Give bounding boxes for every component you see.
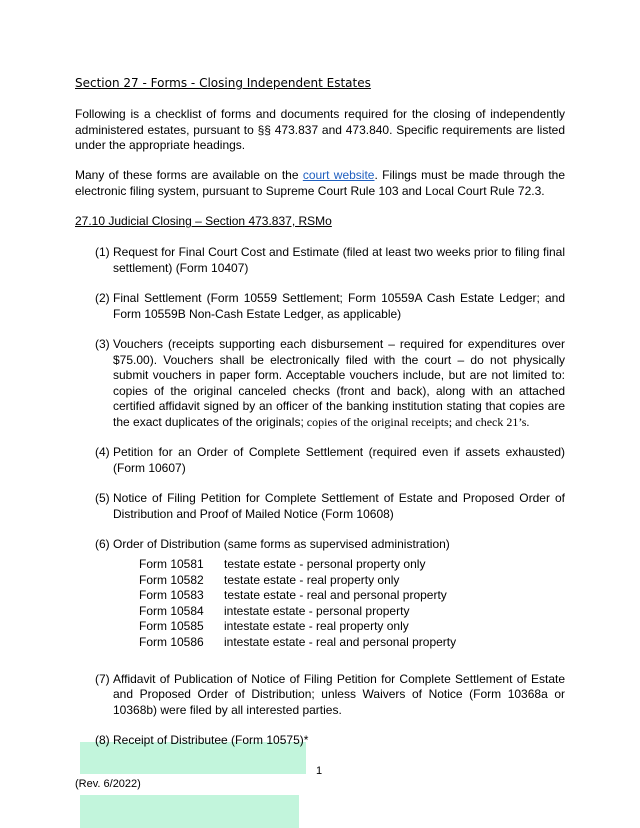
subheading-judicial-closing: 27.10 Judicial Closing – Section 473.837, RSMo [75,214,332,228]
item-number: (4) [95,445,110,459]
checklist-item-2 [95,291,565,322]
form-description: testate estate - real property only [224,572,400,587]
item-number: (2) [95,291,110,305]
page-number: 1 [316,765,323,777]
form-row [139,557,456,573]
form-description: testate estate - real and personal property [224,588,447,602]
court-website-link[interactable]: court website [302,168,375,182]
item-text: Final Settlement (Form 10559 Settlement; Form 10559A Cash Estate Ledger; and Form 10559B Non-Cash Estate Ledger, as applicable) [113,291,565,321]
form-number: Form 10585 [139,619,204,633]
item-number: (7) [95,671,110,686]
item-number: (6) [95,537,110,551]
distribution-forms-table [139,557,456,650]
item-text: Notice of Filing Petition for Complete Settlement of Estate and Proposed Order of Distribution and Proof of Mailed Notice (Form 10608) [113,491,565,521]
form-row [139,635,456,651]
availability-text-before: Many of these forms are available on the [75,168,303,182]
form-description: intestate estate - personal property [224,603,410,618]
form-number: Form 10584 [139,603,204,618]
item-text: Petition for an Order of Complete Settlement (required even if assets exhausted) (Form 10607) [113,445,565,475]
item-text: Affidavit of Publication of Notice of Filing Petition for Complete Settlement of Estate and Proposed Order of Distribution; unless Waivers of Notice (Form 10368a or 10368b) were filed by all interested parties. [113,671,565,717]
item-text [113,337,565,430]
item-number: (8) [95,733,110,747]
form-row [139,604,456,620]
form-row [139,573,456,589]
item-text: Receipt of Distributee (Form 10575)* [113,733,309,747]
highlight-block [80,795,299,828]
intro-paragraph: Following is a checklist of forms and documents required for the closing of independently administered estates, pursuant to §§ 473.837 and 473.840. Specific requirements are listed under the appropriate headings. [75,107,565,152]
form-row [139,619,456,635]
item-text: Request for Final Court Cost and Estimate (filed at least two weeks prior to filing final settlement) (Form 10407) [113,245,565,275]
item-text-serif: copies of the original receipts; and check 21’s. [303,414,530,429]
revision-date: (Rev. 6/2022) [75,778,141,790]
checklist-item-3 [95,337,565,430]
form-row [139,588,456,604]
form-description: testate estate - personal property only [224,557,426,571]
form-description: intestate estate - real and personal property [224,634,457,649]
checklist-item-6 [95,537,565,553]
item-number: (1) [95,245,110,259]
checklist-item-5 [95,491,565,522]
checklist [95,245,565,749]
form-description: intestate estate - real property only [224,619,409,633]
form-number: Form 10581 [139,557,204,571]
checklist-item-1 [95,245,565,276]
checklist-item-8 [95,733,565,749]
form-number: Form 10586 [139,634,204,649]
checklist-item-4 [95,445,565,476]
availability-paragraph [75,168,565,199]
availability-text-after: . Filings must be made through the electronic filing system, pursuant to Supreme Court Rule 103 and Local Court Rule 72.3. [75,168,566,198]
item-number: (5) [95,491,110,505]
form-number: Form 10582 [139,572,204,587]
section-title: Section 27 - Forms - Closing Independent Estates [75,76,371,90]
item-text: Order of Distribution (same forms as supervised administration) [113,537,450,551]
item-text-main: Vouchers (receipts supporting each disbursement – required for expenditures over $75.00). Vouchers shall be electronically filed with the court – do not physically submit vouchers in paper form. Acceptable vouchers include, but are not limited to: copies of the original canceled checks (front and back), along with an attached certified affidavit signed by an officer of the banking institution stating that copies are the exact duplicates of the originals; [113,337,565,429]
checklist-item-7 [95,672,565,719]
item-number: (3) [95,337,110,351]
form-number: Form 10583 [139,588,204,602]
